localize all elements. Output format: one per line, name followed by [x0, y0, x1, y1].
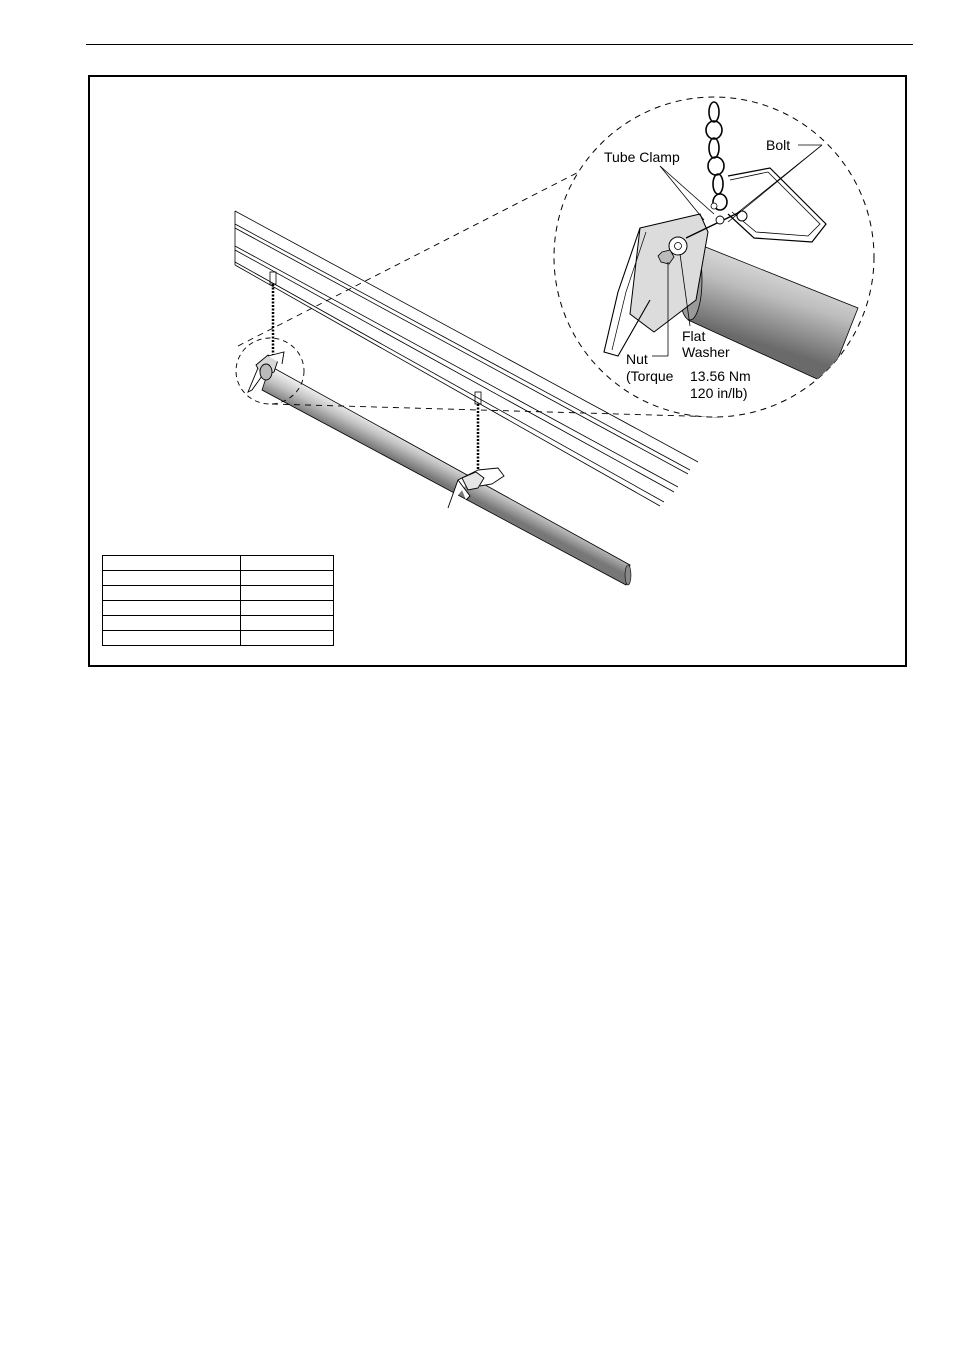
spec-table-body [103, 556, 334, 646]
table-cell [241, 616, 334, 631]
table-cell [103, 556, 241, 571]
table-row [103, 556, 334, 571]
feeder-tube [262, 366, 631, 585]
table-cell [103, 616, 241, 631]
torque-prefix-label: (Torque [626, 368, 674, 384]
table-row [103, 586, 334, 601]
table-cell [103, 631, 241, 646]
table-row [103, 601, 334, 616]
table-cell [241, 571, 334, 586]
tube-clamp-label: Tube Clamp [604, 149, 680, 165]
table-cell [103, 586, 241, 601]
spec-table [102, 555, 334, 646]
bolt-label: Bolt [766, 137, 791, 153]
flat-washer-label-line2: Washer [682, 344, 730, 360]
flat-washer-label-line1: Flat [682, 328, 706, 344]
table-cell [241, 556, 334, 571]
table-row [103, 631, 334, 646]
torque-inlb-label: 120 in/lb) [690, 385, 748, 401]
table-cell [241, 586, 334, 601]
table-cell [241, 601, 334, 616]
nut-label: Nut [626, 351, 648, 367]
magnified-detail [554, 97, 874, 417]
table-cell [241, 631, 334, 646]
table-row [103, 571, 334, 586]
right-hanger-chain [475, 392, 481, 470]
table-cell [103, 601, 241, 616]
torque-nm-label: 13.56 Nm [690, 368, 751, 384]
table-cell [103, 571, 241, 586]
table-row [103, 616, 334, 631]
